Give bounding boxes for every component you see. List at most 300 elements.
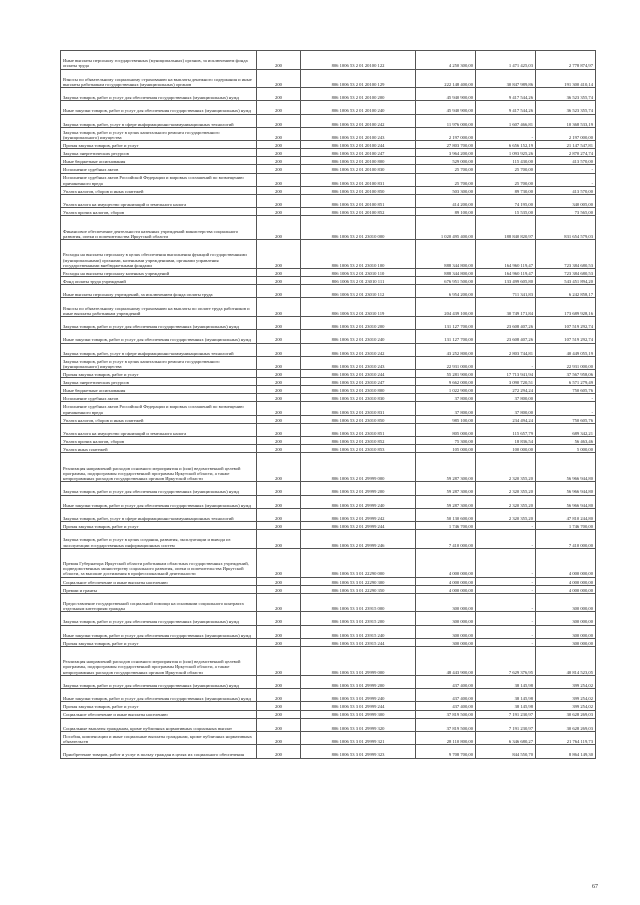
row-kbk-cell: 806 1006 53 2 01 23010 110 <box>301 268 416 276</box>
table-row <box>61 285 596 298</box>
row-remaining-cell: 4 000 000,00 <box>536 577 596 585</box>
row-executed-cell: - <box>476 548 536 577</box>
table-row <box>61 402 596 415</box>
row-code-cell: 200 <box>257 194 301 207</box>
row-kbk-cell: 806 1006 53 2 01 20100 240 <box>301 101 416 114</box>
row-name-cell: Финансовое обеспечение деятельности казенных учреждений министерства социального развития, опеки и попечительства Иркутской области <box>61 216 257 240</box>
row-executed-cell: 15 535,00 <box>476 208 536 216</box>
row-code-cell: 200 <box>257 127 301 140</box>
row-name-cell: Прочая закупка товаров, работ и услуг <box>61 522 257 530</box>
row-name-cell: Иные выплаты персоналу государственных (муниципальных) органов, за исключением фонда оплаты труда <box>61 51 257 70</box>
table-row <box>61 415 596 423</box>
row-remaining-cell: 300 000,00 <box>536 593 596 612</box>
row-name-cell: Уплата налогов, сборов и иных платежей <box>61 186 257 194</box>
row-kbk-cell: 806 1006 53 2 01 23010 853 <box>301 445 416 453</box>
table-row <box>61 423 596 436</box>
row-code-cell: 200 <box>257 646 301 675</box>
table-row <box>61 593 596 612</box>
row-kbk-cell: 806 1006 53 2 01 23010 242 <box>301 343 416 356</box>
row-executed-cell: 2 320 355,20 <box>476 508 536 521</box>
row-kbk-cell: 806 1006 53 2 01 20100 247 <box>301 149 416 157</box>
row-executed-cell: 38 145,98 <box>476 702 536 710</box>
row-approved-cell: 131 127 700,00 <box>416 330 476 343</box>
row-executed-cell: 100 000,00 <box>476 445 536 453</box>
row-remaining-cell: 56 966 944,80 <box>536 453 596 482</box>
table-row <box>61 548 596 577</box>
row-name-cell: Закупка товаров, работ, услуг в сфере информационно-коммуникационных технологий <box>61 343 257 356</box>
row-executed-cell: 6 656 152,19 <box>476 141 536 149</box>
table-row <box>61 194 596 207</box>
table-row <box>61 330 596 343</box>
row-remaining-cell: 73 565,00 <box>536 208 596 216</box>
row-approved-cell: 1 022 900,00 <box>416 386 476 394</box>
row-kbk-cell: 806 1006 53 2 01 23010 000 <box>301 216 416 240</box>
row-approved-cell: 131 127 700,00 <box>416 316 476 329</box>
row-remaining-cell: 21 147 547,81 <box>536 141 596 149</box>
row-name-cell: Закупка товаров, работ и услуг в целях капитального ремонта государственного (муниципального) имущества <box>61 127 257 140</box>
table-row <box>61 114 596 127</box>
row-executed-cell: 1 471 425,03 <box>476 51 536 70</box>
table-body <box>61 51 596 759</box>
row-remaining-cell: 56 966 944,80 <box>536 495 596 508</box>
row-executed-cell: 23 608 407,26 <box>476 330 536 343</box>
row-executed-cell: 844 550,70 <box>476 745 536 758</box>
row-kbk-cell: 806 1006 53 3 01 29999 244 <box>301 702 416 710</box>
row-executed-cell: 38 145,98 <box>476 675 536 688</box>
table-row <box>61 101 596 114</box>
row-code-cell: 200 <box>257 208 301 216</box>
row-remaining-cell: 399 254,02 <box>536 675 596 688</box>
row-kbk-cell: 806 1006 53 2 01 23010 243 <box>301 356 416 369</box>
row-executed-cell: 2 320 355,20 <box>476 495 536 508</box>
row-approved-cell: 437 400,00 <box>416 675 476 688</box>
row-code-cell: 200 <box>257 186 301 194</box>
row-approved-cell: 437 400,00 <box>416 689 476 702</box>
row-approved-cell: 414 200,00 <box>416 194 476 207</box>
row-name-cell: Исполнение судебных актов <box>61 394 257 402</box>
row-code-cell: 200 <box>257 702 301 710</box>
row-executed-cell: 37 800,00 <box>476 402 536 415</box>
table-row <box>61 394 596 402</box>
row-code-cell: 200 <box>257 731 301 744</box>
table-row <box>61 370 596 378</box>
row-kbk-cell: 806 1006 53 2 01 23010 100 <box>301 240 416 269</box>
row-name-cell: Приобретение товаров, работ и услуг в пользу граждан в целях их социального обеспечения <box>61 745 257 758</box>
row-code-cell: 200 <box>257 394 301 402</box>
row-code-cell: 200 <box>257 268 301 276</box>
row-code-cell: 200 <box>257 508 301 521</box>
row-name-cell: Исполнение судебных актов Российской Федерации и мировых соглашений по возмещению причиненного вреда <box>61 173 257 186</box>
row-remaining-cell: 6 571 279,49 <box>536 378 596 386</box>
row-name-cell: Иные закупки товаров, работ и услуг для обеспечения государственных (муниципальных) нужд <box>61 689 257 702</box>
row-kbk-cell: 806 1006 53 2 01 23010 244 <box>301 370 416 378</box>
row-executed-cell: 234 494,24 <box>476 415 536 423</box>
row-remaining-cell: 107 519 292,74 <box>536 316 596 329</box>
row-approved-cell: 43 252 800,00 <box>416 343 476 356</box>
table-row <box>61 585 596 593</box>
row-code-cell: 200 <box>257 343 301 356</box>
row-remaining-cell: 173 689 928,16 <box>536 298 596 317</box>
row-kbk-cell: 806 1006 53 3 01 29999 300 <box>301 710 416 718</box>
row-remaining-cell: 5 000,00 <box>536 445 596 453</box>
row-executed-cell: 188 840 820,97 <box>476 216 536 240</box>
row-name-cell: Иные закупки товаров, работ и услуг для обеспечения государственных (муниципальных) нужд <box>61 625 257 638</box>
row-approved-cell: 2 197 000,00 <box>416 127 476 140</box>
row-executed-cell: 115 430,00 <box>476 157 536 165</box>
row-executed-cell: - <box>476 585 536 593</box>
row-code-cell: 200 <box>257 378 301 386</box>
table-row <box>61 522 596 530</box>
row-executed-cell: 30 847 989,86 <box>476 69 536 88</box>
row-approved-cell: 204 439 100,00 <box>416 298 476 317</box>
row-code-cell: 200 <box>257 165 301 173</box>
row-code-cell: 200 <box>257 437 301 445</box>
row-executed-cell: 164 960 119,47 <box>476 240 536 269</box>
row-remaining-cell: 340 005,00 <box>536 194 596 207</box>
row-kbk-cell: 806 1006 53 2 01 20100 242 <box>301 114 416 127</box>
row-remaining-cell: 750 605,76 <box>536 415 596 423</box>
table-row <box>61 378 596 386</box>
row-approved-cell: 4 000 000,00 <box>416 585 476 593</box>
table-row <box>61 127 596 140</box>
row-remaining-cell: 36 523 355,74 <box>536 88 596 101</box>
row-approved-cell: 1 746 700,00 <box>416 522 476 530</box>
row-name-cell: Социальное обеспечение и иные выплаты населению <box>61 710 257 718</box>
row-approved-cell: 805 000,00 <box>416 423 476 436</box>
row-approved-cell: 4 000 000,00 <box>416 548 476 577</box>
row-name-cell: Иные закупки товаров, работ и услуг для обеспечения государственных (муниципальных) нужд <box>61 330 257 343</box>
table-row <box>61 277 596 285</box>
row-code-cell: 200 <box>257 316 301 329</box>
row-remaining-cell: 7 410 000,00 <box>536 530 596 549</box>
row-kbk-cell: 806 1006 53 3 01 29999 321 <box>301 731 416 744</box>
row-approved-cell: 11 976 000,00 <box>416 114 476 127</box>
row-name-cell: Прочая закупка товаров, работ и услуг <box>61 141 257 149</box>
row-approved-cell: 300 000,00 <box>416 638 476 646</box>
row-code-cell: 200 <box>257 277 301 285</box>
row-code-cell: 200 <box>257 141 301 149</box>
table-row <box>61 646 596 675</box>
row-name-cell: Социальное обеспечение и иные выплаты населению <box>61 577 257 585</box>
row-approved-cell: 1 020 495 400,00 <box>416 216 476 240</box>
row-approved-cell: 28 110 800,00 <box>416 731 476 744</box>
row-code-cell: 200 <box>257 577 301 585</box>
row-executed-cell: 6 346 680,27 <box>476 731 536 744</box>
row-name-cell: Закупка товаров, работ и услуг для обеспечения государственных (муниципальных) нужд <box>61 316 257 329</box>
row-kbk-cell: 806 1006 53 2 01 23010 831 <box>301 402 416 415</box>
row-remaining-cell: 36 523 355,74 <box>536 101 596 114</box>
row-name-cell: Иные бюджетные ассигнования <box>61 386 257 394</box>
row-approved-cell: 37 800,00 <box>416 394 476 402</box>
row-remaining-cell: 8 864 149,30 <box>536 745 596 758</box>
row-remaining-cell: 107 519 292,74 <box>536 330 596 343</box>
row-executed-cell: 25 700,00 <box>476 165 536 173</box>
row-name-cell: Прочая закупка товаров, работ и услуг <box>61 638 257 646</box>
row-approved-cell: 45 940 900,00 <box>416 101 476 114</box>
row-remaining-cell: 191 300 410,14 <box>536 69 596 88</box>
row-name-cell: Расходы на выплаты персоналу в целях обеспечения выполнения функций государственными (муниципальными) органами, казенными учреждениями, органами управления государственными внебюджетными фондами <box>61 240 257 269</box>
row-name-cell: Иные выплаты персоналу учреждений, за исключением фонда оплаты труда <box>61 285 257 298</box>
row-name-cell: Закупка товаров, работ и услуг для обеспечения государственных (муниципальных) нужд <box>61 88 257 101</box>
row-remaining-cell: 6 242 858,17 <box>536 285 596 298</box>
row-executed-cell: - <box>476 530 536 549</box>
row-code-cell: 200 <box>257 745 301 758</box>
row-kbk-cell: 806 1006 53 2 01 23010 119 <box>301 298 416 317</box>
row-code-cell: 200 <box>257 330 301 343</box>
row-code-cell: 200 <box>257 495 301 508</box>
row-executed-cell: 711 341,83 <box>476 285 536 298</box>
row-executed-cell: 17 713 941,94 <box>476 370 536 378</box>
row-executed-cell: 115 657,79 <box>476 423 536 436</box>
table-row <box>61 141 596 149</box>
row-remaining-cell: 56 463,46 <box>536 437 596 445</box>
row-name-cell: Уплата прочих налогов, сборов <box>61 208 257 216</box>
row-kbk-cell: 806 1006 53 2 01 23010 800 <box>301 386 416 394</box>
table-row <box>61 268 596 276</box>
row-kbk-cell: 806 1006 53 3 01 29999 000 <box>301 646 416 675</box>
row-code-cell: 200 <box>257 114 301 127</box>
row-name-cell: Предоставление государственной социальной помощи на основании социального контракта отдельным категориям граждан <box>61 593 257 612</box>
row-name-cell: Премия Губернатора Иркутской области работникам областных государственных учреждений, подведомственных министерству социального развития, опеки и попечительства Иркутской области, за высокие достижения в профессиональной деятельности <box>61 548 257 577</box>
row-name-cell: Уплата налогов, сборов и иных платежей <box>61 415 257 423</box>
row-name-cell: Иные закупки товаров, работ и услуг для обеспечения государственных (муниципальных) нужд <box>61 495 257 508</box>
table-row <box>61 386 596 394</box>
row-name-cell: Закупка товаров, работ и услуг в целях капитального ремонта государственного (муниципального) имущества <box>61 356 257 369</box>
row-code-cell: 200 <box>257 173 301 186</box>
row-code-cell: 200 <box>257 638 301 646</box>
table-row <box>61 186 596 194</box>
row-approved-cell: 985 100,00 <box>416 415 476 423</box>
row-remaining-cell: 300 000,00 <box>536 612 596 625</box>
row-name-cell: Расходы на выплаты персоналу казенных учреждений <box>61 268 257 276</box>
row-executed-cell: 3 090 720,51 <box>476 378 536 386</box>
row-kbk-cell: 806 1006 53 2 01 23010 247 <box>301 378 416 386</box>
row-approved-cell: 4 000 000,00 <box>416 577 476 585</box>
row-remaining-cell: 723 384 680,53 <box>536 240 596 269</box>
row-remaining-cell: 4 000 000,00 <box>536 548 596 577</box>
row-kbk-cell: 806 1006 53 3 01 23915 240 <box>301 625 416 638</box>
row-approved-cell: 37 819 500,00 <box>416 710 476 718</box>
row-code-cell: 200 <box>257 149 301 157</box>
row-approved-cell: 45 940 900,00 <box>416 88 476 101</box>
row-name-cell: Реализация направлений расходов основного мероприятия и (или) ведомственной целевой программы, подпрограммы государственной программы Иркутской области, а также непрограммных расходов государственных органов Иркутской области <box>61 453 257 482</box>
row-approved-cell: 25 700,00 <box>416 173 476 186</box>
table-row <box>61 530 596 549</box>
row-kbk-cell: 806 1006 53 2 01 20100 200 <box>301 88 416 101</box>
table-row <box>61 149 596 157</box>
row-executed-cell: 74 195,00 <box>476 194 536 207</box>
table-row <box>61 718 596 731</box>
table-row <box>61 437 596 445</box>
row-code-cell: 200 <box>257 548 301 577</box>
table-row <box>61 453 596 482</box>
row-kbk-cell: 806 1006 53 3 01 23915 200 <box>301 612 416 625</box>
row-code-cell: 200 <box>257 530 301 549</box>
row-name-cell: Уплата прочих налогов, сборов <box>61 437 257 445</box>
row-approved-cell: 89 100,00 <box>416 208 476 216</box>
row-executed-cell: 38 145,98 <box>476 689 536 702</box>
row-approved-cell: 37 819 500,00 <box>416 718 476 731</box>
row-code-cell: 200 <box>257 69 301 88</box>
row-code-cell: 200 <box>257 356 301 369</box>
row-remaining-cell: - <box>536 394 596 402</box>
row-kbk-cell: 806 1006 53 2 01 29999 244 <box>301 522 416 530</box>
table-row <box>61 612 596 625</box>
row-kbk-cell: 806 1006 53 3 01 22290 000 <box>301 548 416 577</box>
row-remaining-cell: 399 254,02 <box>536 689 596 702</box>
table-row <box>61 216 596 240</box>
row-remaining-cell: 22 931 000,00 <box>536 356 596 369</box>
row-executed-cell: 2 320 355,20 <box>476 482 536 495</box>
table-row <box>61 745 596 758</box>
table-row <box>61 482 596 495</box>
row-approved-cell: 529 000,00 <box>416 157 476 165</box>
row-name-cell: Прочая закупка товаров, работ и услуг <box>61 370 257 378</box>
row-approved-cell: 300 000,00 <box>416 612 476 625</box>
row-remaining-cell: 689 342,21 <box>536 423 596 436</box>
row-approved-cell: 7 410 000,00 <box>416 530 476 549</box>
table-row <box>61 51 596 70</box>
row-code-cell: 200 <box>257 423 301 436</box>
row-remaining-cell: 1 746 700,00 <box>536 522 596 530</box>
row-name-cell: Пособия, компенсации и иные социальные выплаты гражданам, кроме публичных нормативных обязательств <box>61 731 257 744</box>
row-executed-cell: - <box>476 593 536 612</box>
row-code-cell: 200 <box>257 689 301 702</box>
row-executed-cell: 2 803 744,81 <box>476 343 536 356</box>
row-code-cell: 200 <box>257 240 301 269</box>
page-number: 67 <box>592 884 598 890</box>
row-kbk-cell: 806 1006 53 3 01 22290 300 <box>301 577 416 585</box>
row-code-cell: 200 <box>257 101 301 114</box>
row-name-cell: Прочая закупка товаров, работ и услуг <box>61 702 257 710</box>
row-executed-cell: 25 700,00 <box>476 173 536 186</box>
row-remaining-cell: 723 384 680,53 <box>536 268 596 276</box>
row-code-cell: 200 <box>257 51 301 70</box>
row-name-cell: Уплата налога на имущество организаций и земельного налога <box>61 194 257 207</box>
row-kbk-cell: 806 1006 53 3 01 29999 320 <box>301 718 416 731</box>
row-remaining-cell: - <box>536 402 596 415</box>
row-remaining-cell: - <box>536 165 596 173</box>
table-row <box>61 625 596 638</box>
table-row <box>61 240 596 269</box>
row-name-cell: Взносы по обязательному социальному страхованию на выплаты по оплате труда работников и иные выплаты работникам учреждений <box>61 298 257 317</box>
row-approved-cell: 222 148 400,00 <box>416 69 476 88</box>
row-approved-cell: 300 000,00 <box>416 625 476 638</box>
row-remaining-cell: 40 814 523,05 <box>536 646 596 675</box>
table-row <box>61 710 596 718</box>
row-approved-cell: 55 281 900,00 <box>416 370 476 378</box>
row-kbk-cell: 806 1006 53 2 01 23010 830 <box>301 394 416 402</box>
row-name-cell: Исполнение судебных актов Российской Федерации и мировых соглашений по возмещению причиненного вреда <box>61 402 257 415</box>
row-code-cell: 200 <box>257 402 301 415</box>
row-executed-cell: 9 417 544,26 <box>476 88 536 101</box>
row-remaining-cell: 30 628 269,03 <box>536 710 596 718</box>
row-code-cell: 200 <box>257 718 301 731</box>
table-row <box>61 577 596 585</box>
row-approved-cell: 6 954 200,00 <box>416 285 476 298</box>
row-executed-cell: 164 960 119,47 <box>476 268 536 276</box>
row-approved-cell: 4 250 300,00 <box>416 51 476 70</box>
row-executed-cell: - <box>476 577 536 585</box>
row-executed-cell: - <box>476 127 536 140</box>
row-kbk-cell: 806 1006 53 2 01 23010 111 <box>301 277 416 285</box>
row-kbk-cell: 806 1006 53 3 01 23915 000 <box>301 593 416 612</box>
row-name-cell: Реализация направлений расходов основного мероприятия и (или) ведомственной целевой программы, подпрограммы государственной программы Иркутской области, а также непрограммных расходов государственных органов Иркутской области <box>61 646 257 675</box>
table-row <box>61 638 596 646</box>
budget-execution-table <box>60 50 596 759</box>
row-executed-cell: - <box>476 356 536 369</box>
row-kbk-cell: 806 1006 53 3 01 29999 323 <box>301 745 416 758</box>
row-kbk-cell: 806 1006 53 2 01 20100 850 <box>301 186 416 194</box>
row-code-cell: 200 <box>257 445 301 453</box>
row-approved-cell: 48 443 900,00 <box>416 646 476 675</box>
row-code-cell: 200 <box>257 298 301 317</box>
row-approved-cell: 59 287 300,00 <box>416 495 476 508</box>
row-approved-cell: 22 931 000,00 <box>416 356 476 369</box>
row-approved-cell: 300 000,00 <box>416 593 476 612</box>
row-name-cell: Закупка товаров, работ и услуг для обеспечения государственных (муниципальных) нужд <box>61 482 257 495</box>
row-remaining-cell: 831 654 579,03 <box>536 216 596 240</box>
row-name-cell: Премии и гранты <box>61 585 257 593</box>
row-name-cell: Взносы по обязательному социальному страхованию на выплаты денежного содержания и иные выплаты работникам государственных (муниципальных) органов <box>61 69 257 88</box>
table-row <box>61 675 596 688</box>
row-remaining-cell: 399 254,02 <box>536 702 596 710</box>
row-approved-cell: 37 800,00 <box>416 402 476 415</box>
row-kbk-cell: 806 1006 53 2 01 20100 831 <box>301 173 416 186</box>
row-approved-cell: 676 951 500,00 <box>416 277 476 285</box>
row-name-cell: Закупка товаров, работ, услуг в сфере информационно-коммуникационных технологий <box>61 508 257 521</box>
row-approved-cell: 888 344 800,00 <box>416 268 476 276</box>
row-kbk-cell: 806 1006 53 2 01 20100 243 <box>301 127 416 140</box>
row-remaining-cell: 543 451 894,20 <box>536 277 596 285</box>
row-remaining-cell: 4 000 000,00 <box>536 585 596 593</box>
row-kbk-cell: 806 1006 53 2 01 29999 200 <box>301 482 416 495</box>
row-kbk-cell: 806 1006 53 2 01 23010 112 <box>301 285 416 298</box>
row-name-cell: Уплата налога на имущество организаций и земельного налога <box>61 423 257 436</box>
row-executed-cell: - <box>476 612 536 625</box>
row-code-cell: 200 <box>257 482 301 495</box>
row-executed-cell: 272 294,24 <box>476 386 536 394</box>
row-remaining-cell: 30 628 269,03 <box>536 718 596 731</box>
table-row <box>61 343 596 356</box>
row-name-cell: Фонд оплаты труда учреждений <box>61 277 257 285</box>
table-row <box>61 495 596 508</box>
row-approved-cell: 75 300,00 <box>416 437 476 445</box>
row-executed-cell: 7 191 230,97 <box>476 718 536 731</box>
row-remaining-cell: 47 810 244,80 <box>536 508 596 521</box>
row-remaining-cell: 750 605,76 <box>536 386 596 394</box>
row-kbk-cell: 806 1006 53 2 01 23010 850 <box>301 415 416 423</box>
row-approved-cell: 437 400,00 <box>416 702 476 710</box>
row-kbk-cell: 806 1006 53 2 01 29999 242 <box>301 508 416 521</box>
table-row <box>61 157 596 165</box>
row-approved-cell: 3 964 200,00 <box>416 149 476 157</box>
row-name-cell: Иные бюджетные ассигнования <box>61 157 257 165</box>
row-code-cell: 200 <box>257 216 301 240</box>
row-kbk-cell: 806 1006 53 2 01 29999 246 <box>301 530 416 549</box>
row-executed-cell: 9 417 544,26 <box>476 101 536 114</box>
row-code-cell: 200 <box>257 522 301 530</box>
table-row <box>61 356 596 369</box>
row-kbk-cell: 806 1006 53 3 01 23915 244 <box>301 638 416 646</box>
row-remaining-cell: 37 567 958,06 <box>536 370 596 378</box>
row-remaining-cell: 2 197 000,00 <box>536 127 596 140</box>
row-kbk-cell: 806 1006 53 2 01 29999 000 <box>301 453 416 482</box>
row-remaining-cell: 300 000,00 <box>536 638 596 646</box>
row-kbk-cell: 806 1006 53 2 01 23010 851 <box>301 423 416 436</box>
budget-table-sheet <box>60 50 595 759</box>
table-row <box>61 165 596 173</box>
